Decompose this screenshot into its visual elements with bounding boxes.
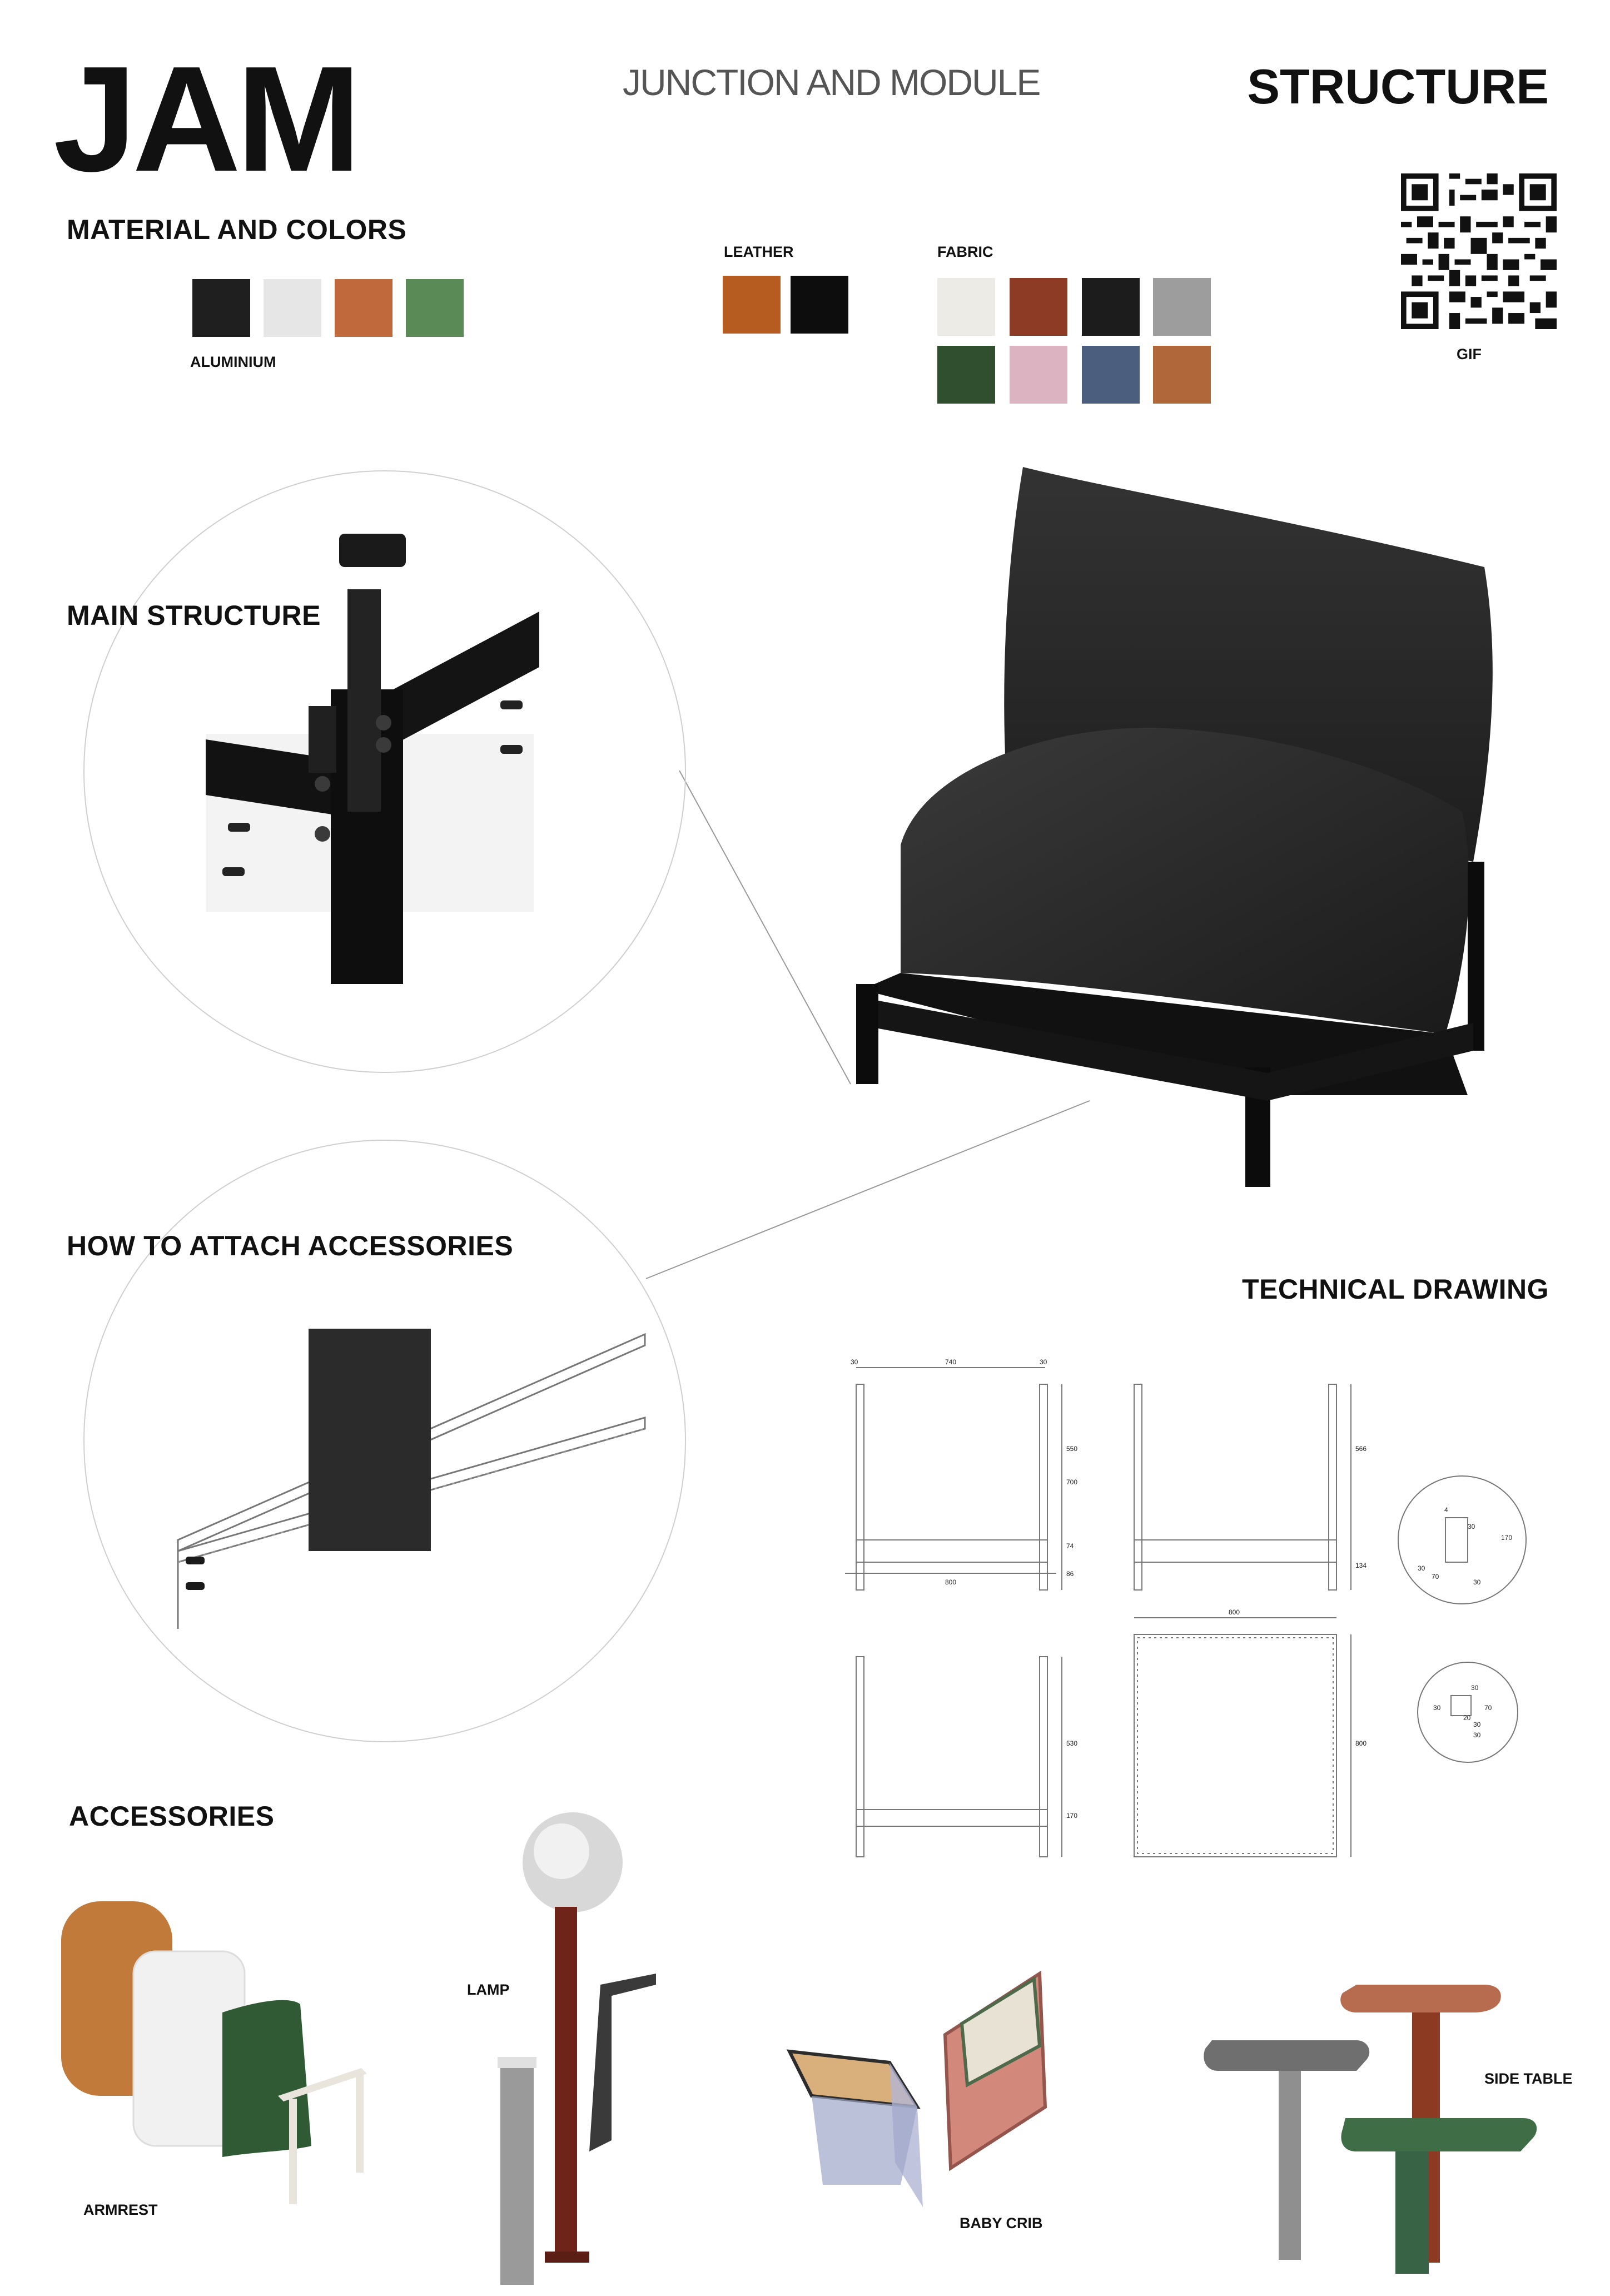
armrest-green-cushion — [222, 2000, 311, 2157]
accessories-heading: ACCESSORIES — [69, 1801, 275, 1832]
dim-back-h2: 170 — [1066, 1812, 1078, 1820]
dim-front-bottom: 800 — [945, 1578, 957, 1586]
armchair-render — [778, 456, 1557, 1234]
technical-drawing — [834, 1356, 1557, 1857]
baby-crib-illustration[interactable] — [778, 1924, 1090, 2235]
side-table-illustration[interactable] — [1195, 1979, 1584, 2290]
brand-subtitle: JUNCTION AND MODULE — [623, 62, 1040, 103]
dim-side-h2: 134 — [1355, 1562, 1367, 1569]
dim-detail1-b: 30 — [1468, 1523, 1475, 1530]
joint-explode-illustration — [206, 534, 561, 1034]
side-table-grey-top — [1204, 2040, 1369, 2071]
dim-front-h2: 700 — [1066, 1478, 1078, 1486]
lamp-label: LAMP — [467, 1981, 510, 1998]
dim-front-top-right: 30 — [1040, 1358, 1047, 1366]
lamp-reading-arm — [589, 1974, 656, 2151]
dim-plan-top: 800 — [1229, 1608, 1240, 1616]
materials-heading: MATERIAL AND COLORS — [67, 214, 407, 245]
side-table-copper-top — [1340, 1985, 1501, 2012]
armrest-label: ARMREST — [83, 2201, 158, 2218]
baby-crib-label: BABY CRIB — [960, 2215, 1043, 2232]
lamp-illustration[interactable] — [489, 1796, 712, 2296]
dim-detail1-a: 4 — [1444, 1506, 1448, 1514]
technical-heading: TECHNICAL DRAWING — [1241, 1274, 1549, 1305]
rear-right-leg — [1468, 862, 1484, 1051]
page-section-title: STRUCTURE — [1247, 59, 1549, 114]
insert-plate — [347, 589, 381, 812]
front-left-leg — [856, 984, 878, 1084]
leather-label: LEATHER — [724, 243, 794, 260]
main-structure-heading: MAIN STRUCTURE — [67, 600, 321, 631]
lamp-side-light — [500, 2063, 534, 2285]
accessory-plate — [309, 1329, 431, 1551]
dim-detail1-c: 170 — [1501, 1534, 1513, 1542]
dim-detail2-b: 30 — [1433, 1704, 1441, 1712]
fabric-label: FABRIC — [937, 243, 993, 260]
dim-detail2-e: 20 — [1463, 1714, 1471, 1722]
rail-attach-illustration — [167, 1329, 667, 1640]
dim-back-h1: 530 — [1066, 1740, 1078, 1747]
dim-detail2-d: 70 — [1484, 1704, 1492, 1712]
dim-front-top-left: 30 — [851, 1358, 858, 1366]
dim-detail2-a: 30 — [1471, 1684, 1479, 1692]
dim-front-top-mid: 740 — [945, 1358, 957, 1366]
dim-detail1-d: 30 — [1418, 1564, 1425, 1572]
qr-label: GIF — [1457, 346, 1482, 362]
dim-front-h1: 550 — [1066, 1445, 1078, 1453]
attach-heading: HOW TO ATTACH ACCESSORIES — [67, 1230, 514, 1261]
dim-front-h3: 74 — [1066, 1542, 1074, 1550]
end-cap — [339, 534, 406, 567]
dim-front-h4: 86 — [1066, 1570, 1074, 1578]
dim-detail1-f: 30 — [1473, 1578, 1481, 1586]
dim-detail1-e: 70 — [1432, 1573, 1439, 1581]
dim-side-h1: 566 — [1355, 1445, 1367, 1453]
dim-plan-side: 800 — [1355, 1740, 1367, 1747]
brand-title: JAM — [53, 36, 357, 203]
lamp-post — [555, 1907, 577, 2257]
side-table-label: SIDE TABLE — [1484, 2070, 1573, 2087]
dim-detail2-f: 30 — [1473, 1731, 1481, 1739]
side-table-green-top — [1341, 2118, 1537, 2151]
dim-detail2-c: 30 — [1473, 1721, 1481, 1728]
aluminium-label: ALUMINIUM — [190, 354, 276, 370]
armrest-illustration[interactable] — [56, 1890, 389, 2224]
